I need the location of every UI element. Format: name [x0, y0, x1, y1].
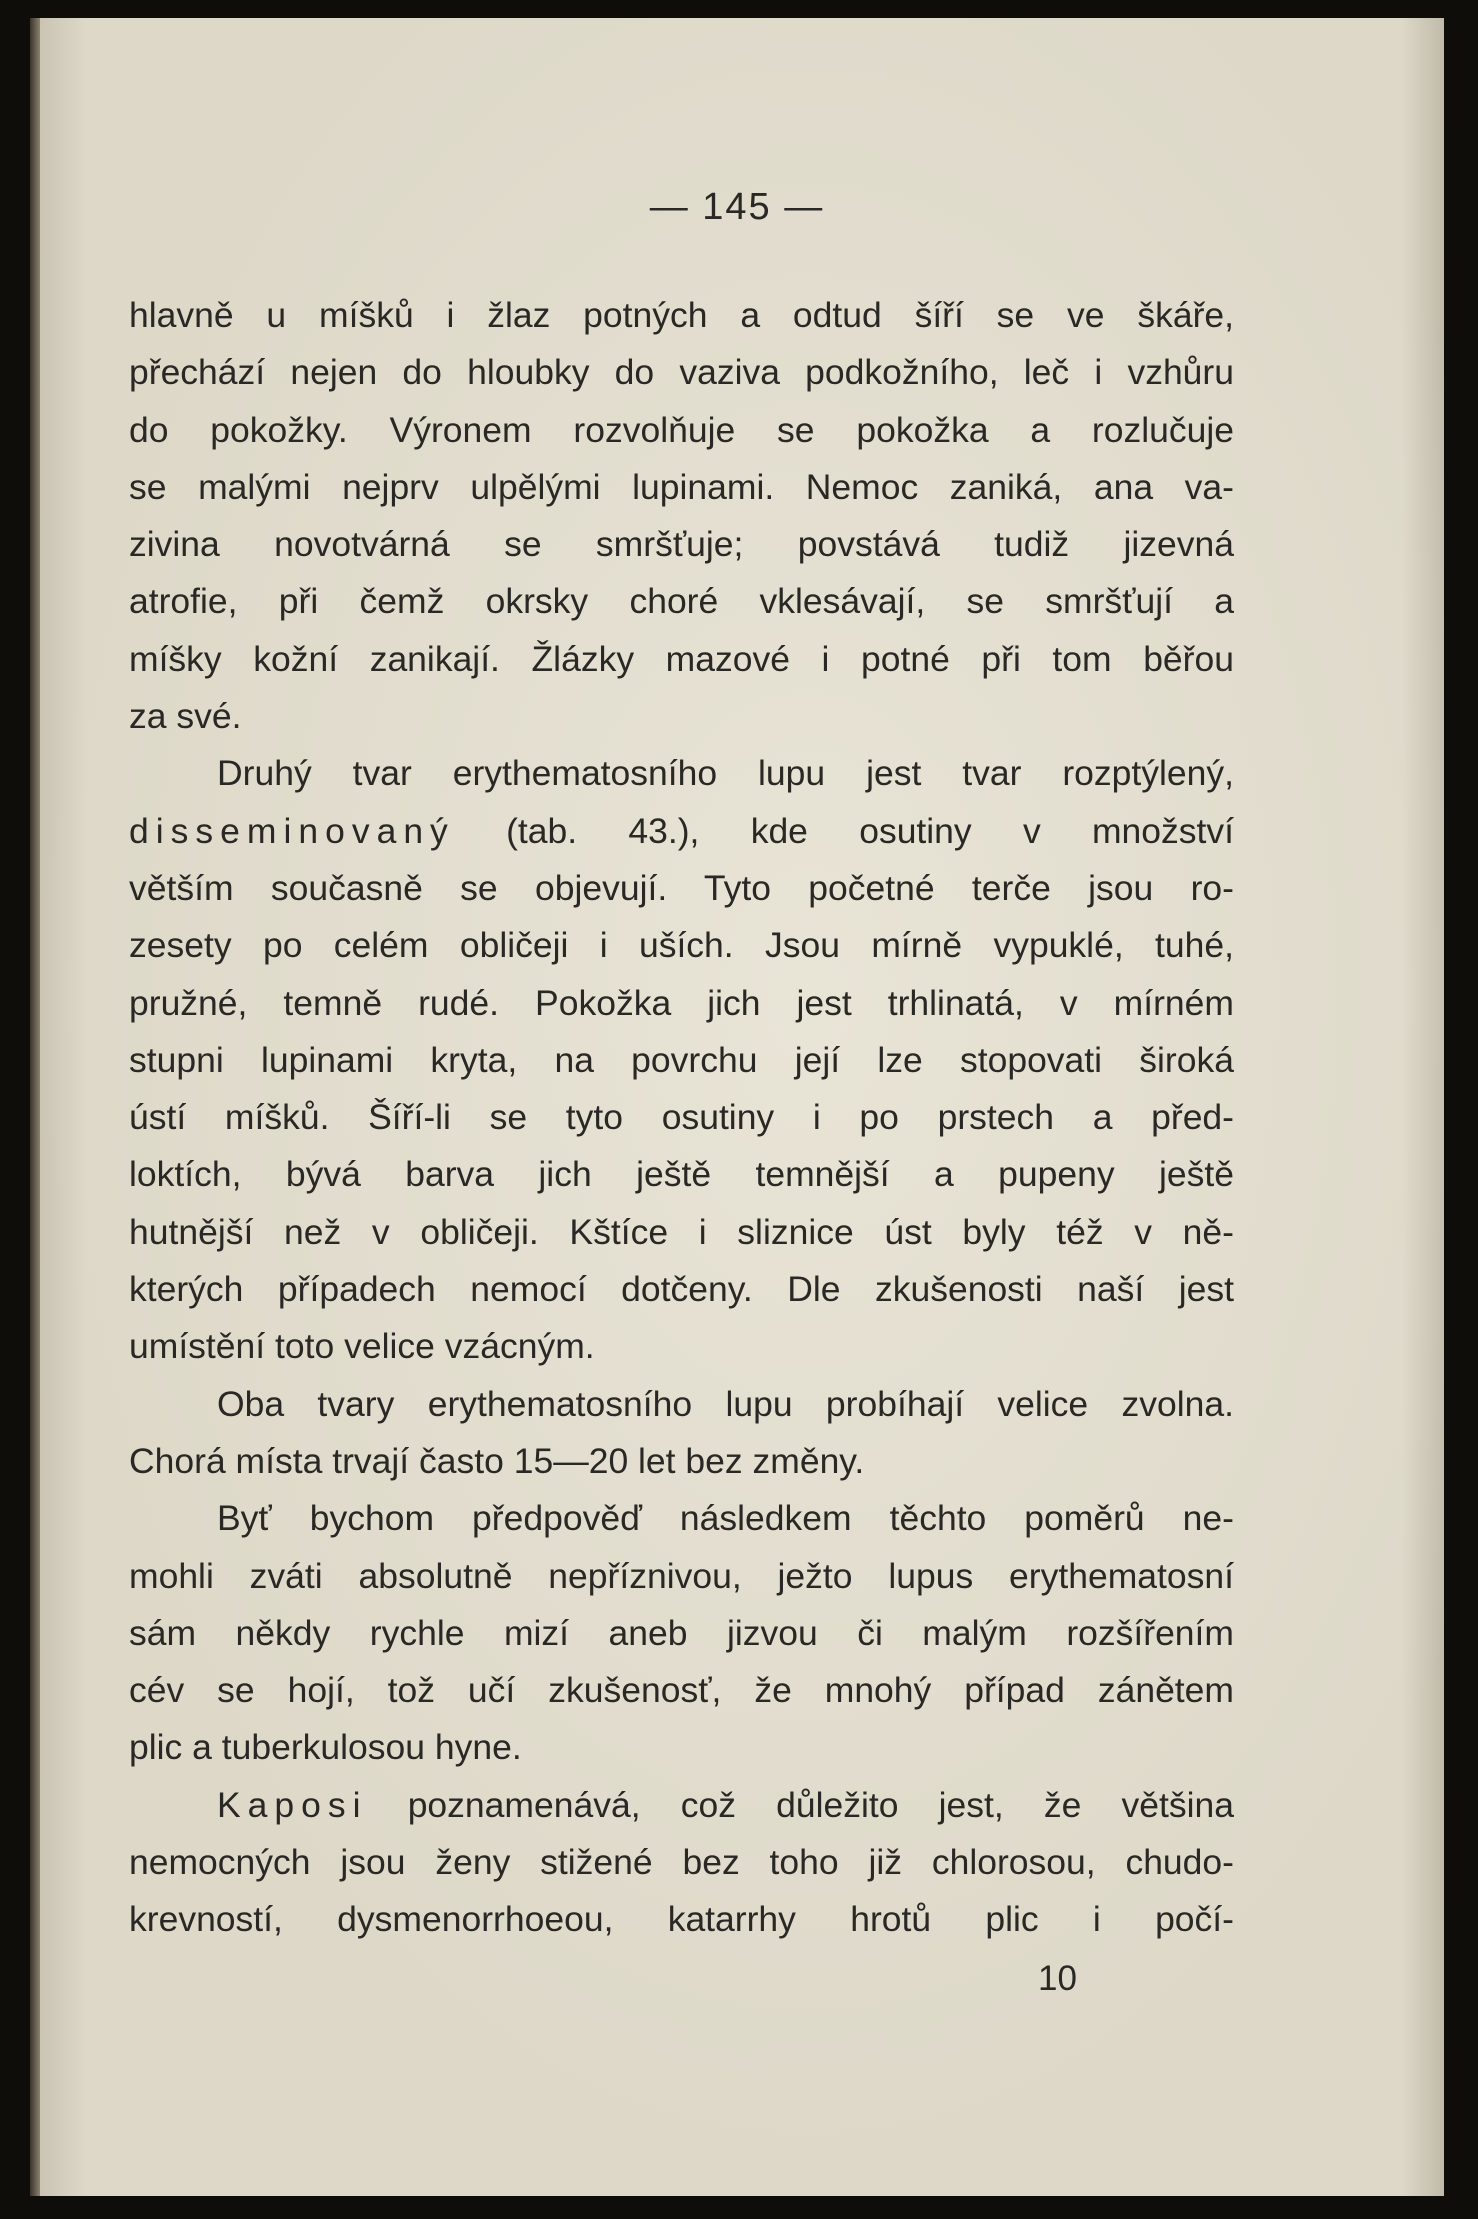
text-line: umístění toto velice vzácným.: [129, 1326, 595, 1367]
text-line: zesety po celém obličeji i uších. Jsou mírně vypuklé, tuhé,: [129, 925, 1234, 966]
spaced-term-disseminovany: disseminovaný: [129, 810, 455, 851]
text-line: mohli zváti absolutně nepříznivou, ježto lupus erythematosní: [129, 1555, 1234, 1596]
text-line: přechází nejen do hloubky do vaziva podkožního, leč i vzhůru: [129, 352, 1234, 393]
text-line: [129, 803, 1234, 860]
text-line: atrofie, při čemž okrsky choré vklesávají, se smršťují a: [129, 581, 1234, 622]
text-line-continuation: (tab. 43.), kde osutiny v množství: [454, 810, 1234, 851]
text-line: plic a tuberkulosou hyne.: [129, 1727, 522, 1768]
text-line: Byť bychom předpověď následkem těchto poměrů ne-: [217, 1498, 1234, 1539]
text-line: sám někdy rychle mizí aneb jizvou či malým rozšířením: [129, 1612, 1234, 1653]
text-line: Chorá místa trvají často 15—20 let bez změny.: [129, 1440, 865, 1481]
text-line: se malými nejprv ulpělými lupinami. Nemoc zaniká, ana va-: [129, 466, 1234, 507]
text-line: větším současně se objevují. Tyto početné terče jsou ro-: [129, 867, 1234, 908]
text-line: ústí míšků. Šíří-li se tyto osutiny i po prstech a před-: [129, 1097, 1234, 1138]
text-line: míšky kožní zanikají. Žlázky mazové i potné při tom běřou: [129, 638, 1234, 679]
paragraph-3: [129, 1376, 1234, 1491]
text-line: cév se hojí, tož učí zkušenosť, že mnohý případ zánětem: [129, 1670, 1234, 1711]
text-line: kterých případech nemocí dotčeny. Dle zkušenosti naší jest: [129, 1269, 1234, 1310]
text-line: do pokožky. Výronem rozvolňuje se pokožka a rozlučuje: [129, 409, 1234, 450]
text-line: hutnější než v obličeji. Kštíce i sliznice úst byly též v ně-: [129, 1211, 1234, 1252]
book-page: [30, 18, 1444, 2196]
paragraph-5: [129, 1777, 1234, 1949]
text-line: Oba tvary erythematosního lupu probíhají velice zvolna.: [217, 1383, 1234, 1424]
text-line: za své.: [129, 696, 242, 737]
printer-signature-mark: 10: [1038, 1959, 1077, 1998]
text-line: Druhý tvar erythematosního lupu jest tvar rozptýlený,: [217, 753, 1234, 794]
text-line: hlavně u míšků i žlaz potných a odtud šíří se ve škáře,: [129, 295, 1234, 335]
page-number-header: — 145 —: [649, 186, 825, 228]
text-line: krevností, dysmenorrhoeou, katarrhy hrotů plic i počí-: [129, 1899, 1234, 1940]
body-text: [129, 287, 1234, 1949]
text-line: loktích, bývá barva jich ještě temnější a pupeny ještě: [129, 1154, 1234, 1195]
text-line: stupni lupinami kryta, na povrchu její lze stopovati široká: [129, 1039, 1234, 1080]
text-line-continuation: poznamenává, což důležito jest, že většina: [367, 1784, 1234, 1825]
spaced-term-kaposi: Kaposi: [217, 1784, 368, 1825]
text-line: [129, 1777, 1234, 1834]
page-binding-edge: [30, 18, 40, 2196]
paragraph-1: [129, 287, 1234, 745]
text-line: zivina novotvárná se smršťuje; povstává tudiž jizevná: [129, 524, 1234, 565]
paragraph-2: [129, 745, 1234, 1375]
text-line: pružné, temně rudé. Pokožka jich jest trhlinatá, v mírném: [129, 982, 1234, 1023]
paragraph-4: [129, 1490, 1234, 1776]
text-line: nemocných jsou ženy stižené bez toho již chlorosou, chudo-: [129, 1842, 1234, 1883]
